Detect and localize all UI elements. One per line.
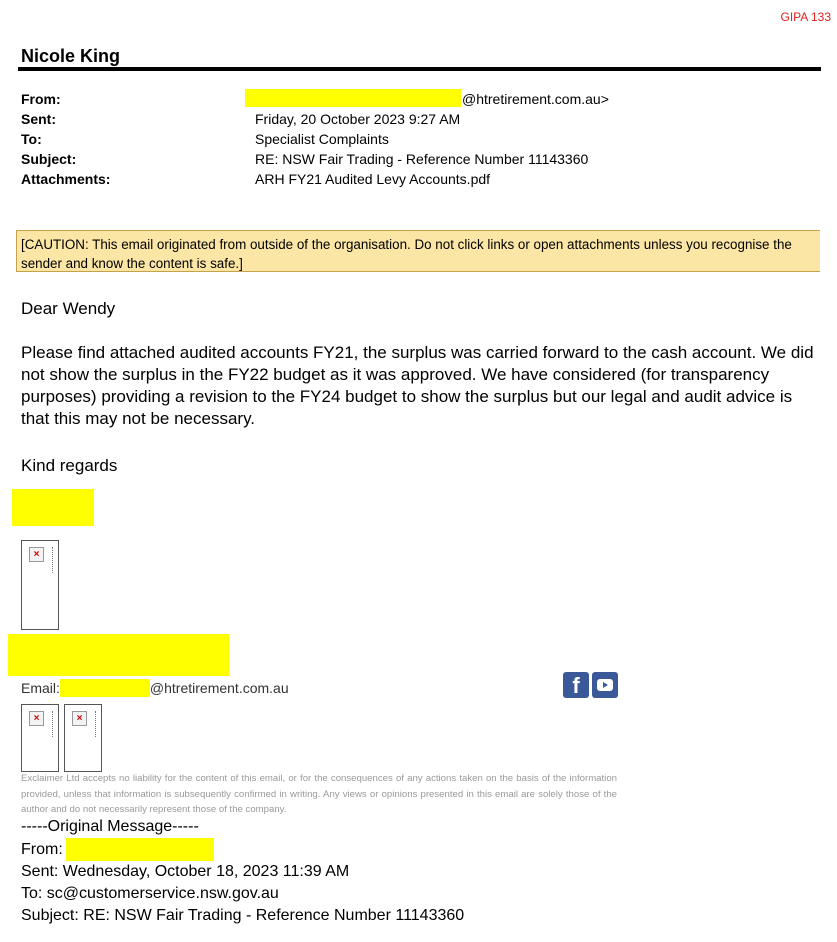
sent-value: Friday, 20 October 2023 9:27 AM: [255, 111, 461, 127]
to-label: To:: [21, 131, 42, 147]
email-label: Email:: [21, 680, 60, 696]
original-to: To: sc@customerservice.nsw.gov.au: [21, 885, 279, 902]
broken-image-icon: ×: [72, 711, 87, 726]
body-paragraph: Please find attached audited accounts FY21, the surplus was carried forward to the cash account. We did not show the surplus in the FY22 budget as it was approved. We have considered (for transparency purposes) providing a revision to the FY24 budget to show the surplus but our legal and audit advice is that this may not be necessary.: [21, 343, 814, 428]
subject-value: RE: NSW Fair Trading - Reference Number 11143360: [255, 151, 589, 167]
redaction-signature-title: [8, 634, 229, 676]
broken-image-placeholder: [21, 540, 59, 630]
original-from-label: From:: [21, 841, 63, 858]
from-label: From:: [21, 91, 61, 107]
broken-image-icon: ×: [29, 711, 44, 726]
sender-name: Nicole King: [21, 46, 121, 66]
signature-email: [21, 679, 289, 697]
facebook-icon[interactable]: f: [563, 672, 589, 698]
redaction-from: [245, 89, 461, 107]
email-domain[interactable]: @htretirement.com.au: [149, 680, 289, 696]
youtube-icon[interactable]: [592, 672, 618, 698]
original-sent: Sent: Wednesday, October 18, 2023 11:39 AM: [21, 863, 350, 880]
broken-image-icon: ×: [29, 547, 44, 562]
broken-image-placeholder: [64, 704, 102, 772]
placeholder-dots: [52, 711, 56, 737]
header-divider: [18, 67, 821, 71]
redaction-signature-name: [12, 489, 94, 526]
broken-image-placeholder: [21, 704, 59, 772]
attachment-link[interactable]: ARH FY21 Audited Levy Accounts.pdf: [255, 171, 491, 187]
signoff: Kind regards: [21, 456, 118, 475]
original-subject: Subject: RE: NSW Fair Trading - Reference Number 11143360: [21, 907, 465, 924]
placeholder-dots: [52, 547, 56, 573]
original-message-separator: -----Original Message-----: [21, 818, 199, 835]
redaction-original-from: [66, 838, 214, 861]
to-value: Specialist Complaints: [255, 131, 389, 147]
sent-label: Sent:: [21, 111, 56, 127]
subject-label: Subject:: [21, 151, 77, 167]
greeting: Dear Wendy: [21, 299, 116, 318]
attachments-label: Attachments:: [21, 171, 111, 187]
caution-banner: [CAUTION: This email originated from outside of the organisation. Do not click links or open attachments unless you recognise the sender and know the content is safe.]: [16, 230, 820, 272]
disclaimer: Exclaimer Ltd accepts no liability for the content of this email, or for the consequences of any actions taken on the basis of the information provided, unless that information is subsequently confirmed in writing. Any views or opinions presented in this email are solely those of the author and do not necessarily represent those of the company.: [21, 773, 617, 815]
redaction-email-user: [60, 679, 150, 697]
gipa-stamp: GIPA 133: [780, 10, 831, 24]
from-value: @htretirement.com.au>: [462, 91, 609, 107]
placeholder-dots: [95, 711, 99, 737]
